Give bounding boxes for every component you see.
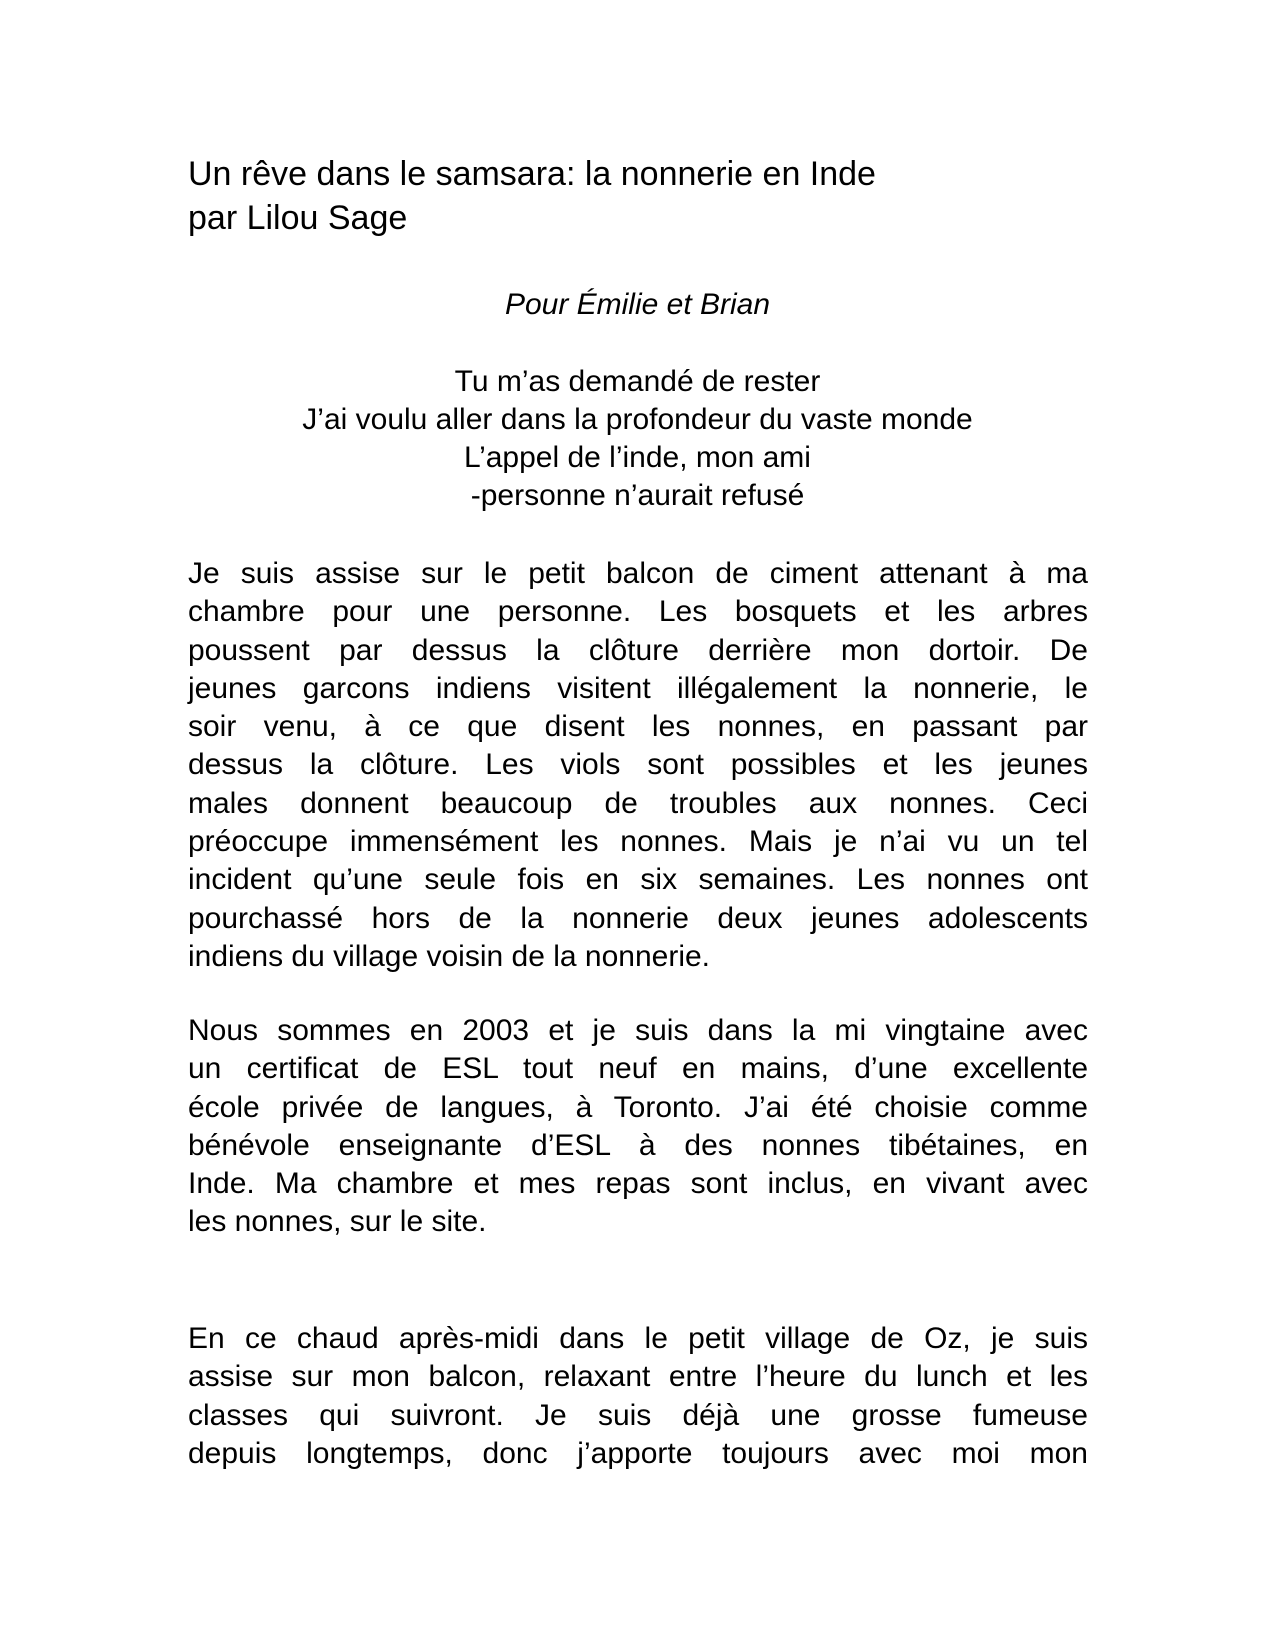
text-line: poussent par dessus la clôture derrière mon dortoir. De (188, 633, 1088, 667)
text-line: dessus la clôture. Les viols sont possibles et les jeunes (188, 748, 1088, 782)
poem (0, 363, 1275, 515)
text-line: depuis longtemps, donc j’apporte toujours avec moi mon (188, 1436, 1088, 1470)
text-line: école privée de langues, à Toronto. J’ai été choisie comme (188, 1090, 1088, 1124)
text-line: Nous sommes en 2003 et je suis dans la mi vingtaine avec (188, 1014, 1088, 1047)
text-line: incident qu’une seule fois en six semaines. Les nonnes ont (188, 863, 1088, 897)
text-line: les nonnes, sur le site. (188, 1205, 487, 1239)
poem-line: Tu m’as demandé de rester (454, 365, 821, 398)
text-line: préoccupe immensément les nonnes. Mais je n’ai vu un tel (188, 825, 1088, 859)
text-line: pourchassé hors de la nonnerie deux jeunes adolescents (188, 901, 1088, 935)
text-line: assise sur mon balcon, relaxant entre l’heure du lunch et les (188, 1360, 1088, 1394)
text-line: soir venu, à ce que disent les nonnes, en passant par (188, 710, 1088, 744)
author-line: par Lilou Sage (188, 199, 408, 237)
text-line: classes qui suivront. Je suis déjà une grosse fumeuse (188, 1398, 1088, 1432)
poem-line: J’ai voulu aller dans la profondeur du vaste monde (302, 403, 973, 436)
text-line: Inde. Ma chambre et mes repas sont inclus, en vivant avec (188, 1167, 1088, 1201)
text-line: males donnent beaucoup de troubles aux nonnes. Ceci (188, 786, 1088, 820)
body-paragraph (188, 555, 1088, 976)
document-title (188, 152, 876, 240)
text-line: jeunes garcons indiens visitent illégalement la nonnerie, le (188, 671, 1088, 705)
text-line: En ce chaud après-midi dans le petit village de Oz, je suis (188, 1322, 1088, 1355)
dedication: Pour Émilie et Brian (504, 288, 771, 321)
text-line: Je suis assise sur le petit balcon de ciment attenant à ma (188, 557, 1088, 590)
text-line: indiens du village voisin de la nonnerie. (188, 939, 711, 973)
body-paragraph (188, 1320, 1088, 1473)
title-line: Un rêve dans le samsara: la nonnerie en Inde (188, 155, 876, 193)
text-line: un certificat de ESL tout neuf en mains, d’une excellente (188, 1052, 1088, 1086)
body-paragraph (188, 1012, 1088, 1242)
text-line: chambre pour une personne. Les bosquets et les arbres (188, 595, 1088, 629)
poem-line: -personne n’aurait refusé (470, 479, 805, 512)
poem-line: L’appel de l’inde, mon ami (464, 441, 811, 474)
text-line: bénévole enseignante d’ESL à des nonnes tibétaines, en (188, 1128, 1088, 1162)
